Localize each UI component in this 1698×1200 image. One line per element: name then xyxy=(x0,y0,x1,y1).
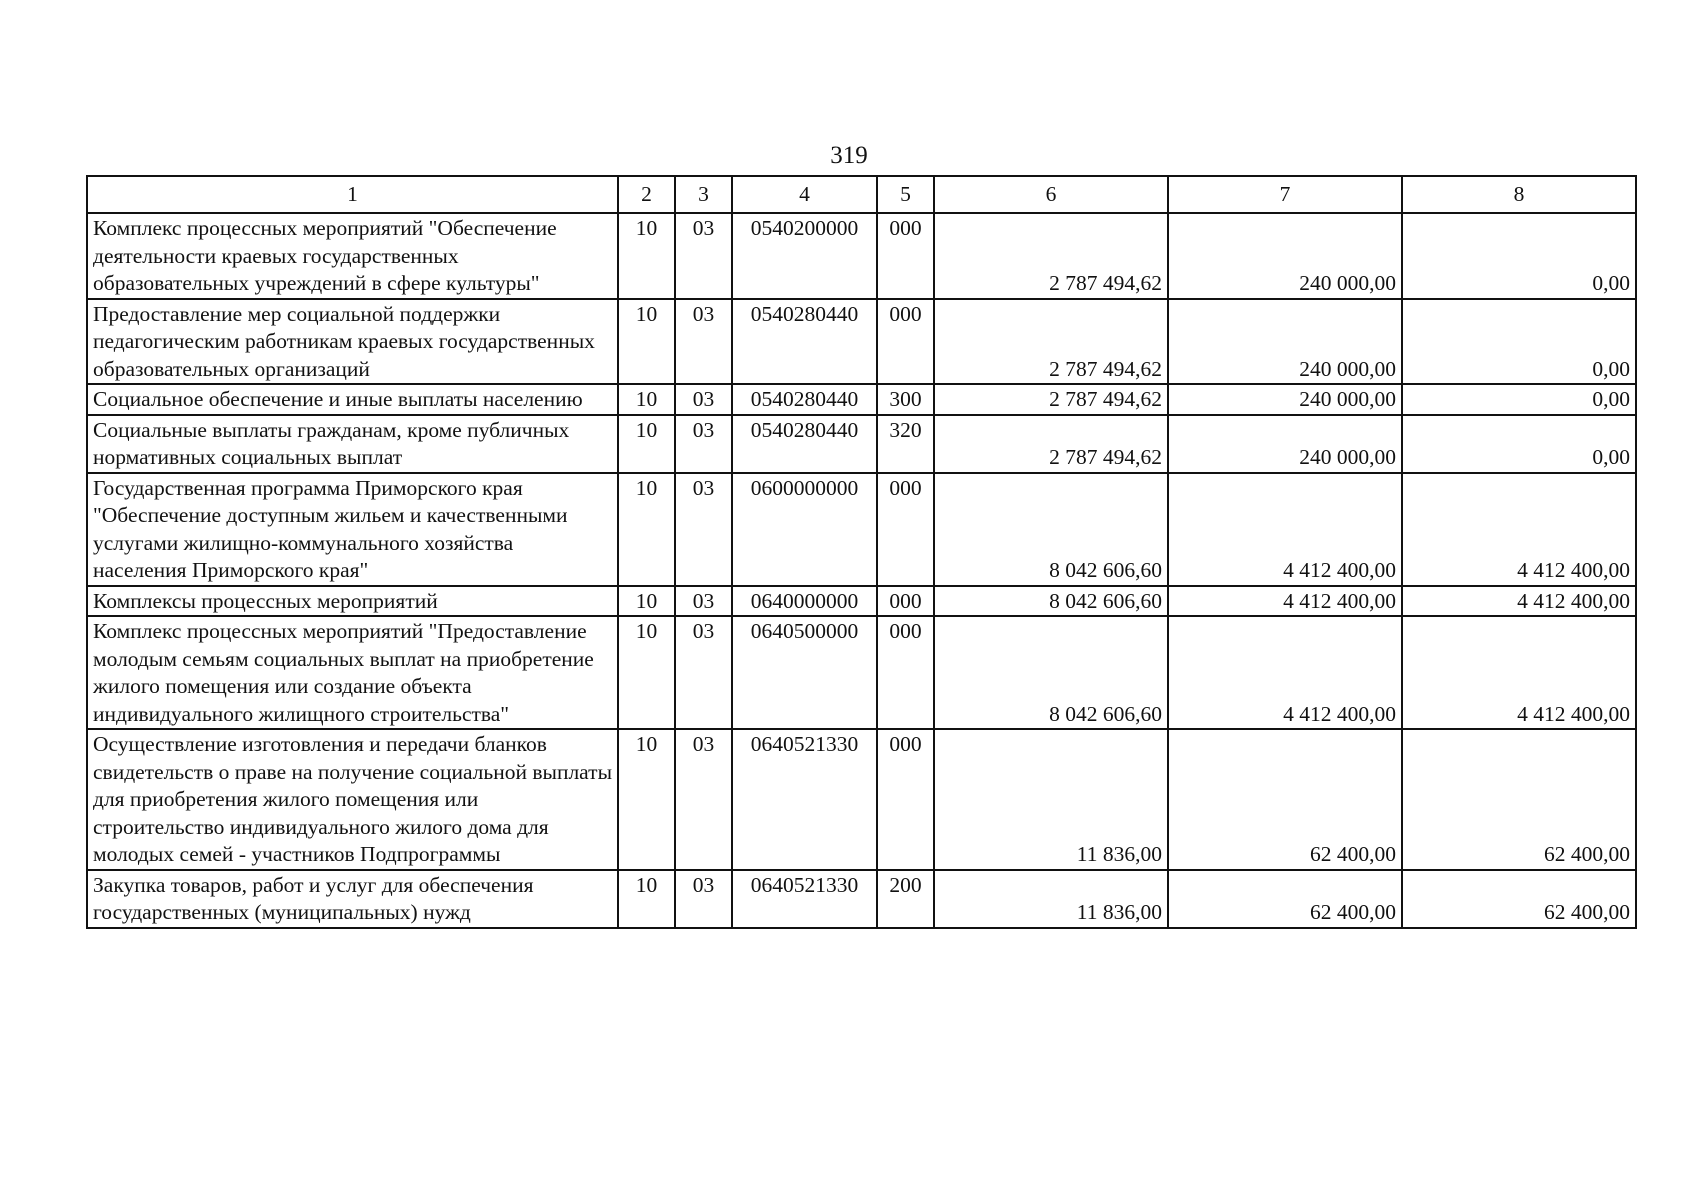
column-header: 7 xyxy=(1168,176,1402,213)
amount-col-6: 11 836,00 xyxy=(934,870,1168,928)
target-article-code: 0640000000 xyxy=(732,586,877,617)
amount-col-6: 8 042 606,60 xyxy=(934,473,1168,586)
table-row xyxy=(87,616,1636,729)
subsection-code: 03 xyxy=(675,586,732,617)
target-article-code: 0540280440 xyxy=(732,299,877,385)
section-code: 10 xyxy=(618,586,675,617)
section-code: 10 xyxy=(618,473,675,586)
expense-type-code: 000 xyxy=(877,586,934,617)
amount-col-7: 240 000,00 xyxy=(1168,415,1402,473)
amount-col-8: 62 400,00 xyxy=(1402,870,1636,928)
table-row xyxy=(87,415,1636,473)
row-name: Осуществление изготовления и передачи бланков свидетельств о праве на получение социальной выплаты для приобретения жилого помещения или строительство индивидуального жилого дома для молодых семей - участников Подпрограммы xyxy=(87,729,618,870)
amount-col-7: 240 000,00 xyxy=(1168,213,1402,299)
amount-col-6: 2 787 494,62 xyxy=(934,299,1168,385)
column-header: 4 xyxy=(732,176,877,213)
table-row xyxy=(87,870,1636,928)
table-row xyxy=(87,299,1636,385)
budget-table xyxy=(86,175,1637,929)
column-header: 6 xyxy=(934,176,1168,213)
column-header: 2 xyxy=(618,176,675,213)
amount-col-7: 62 400,00 xyxy=(1168,870,1402,928)
target-article-code: 0640521330 xyxy=(732,729,877,870)
row-name: Комплекс процессных мероприятий "Обеспечение деятельности краевых государственных образовательных учреждений в сфере культуры" xyxy=(87,213,618,299)
subsection-code: 03 xyxy=(675,415,732,473)
amount-col-6: 8 042 606,60 xyxy=(934,616,1168,729)
section-code: 10 xyxy=(618,384,675,415)
expense-type-code: 000 xyxy=(877,616,934,729)
amount-col-8: 0,00 xyxy=(1402,213,1636,299)
section-code: 10 xyxy=(618,213,675,299)
amount-col-6: 2 787 494,62 xyxy=(934,213,1168,299)
amount-col-8: 0,00 xyxy=(1402,415,1636,473)
amount-col-8: 4 412 400,00 xyxy=(1402,473,1636,586)
subsection-code: 03 xyxy=(675,384,732,415)
expense-type-code: 320 xyxy=(877,415,934,473)
amount-col-7: 4 412 400,00 xyxy=(1168,473,1402,586)
amount-col-6: 8 042 606,60 xyxy=(934,586,1168,617)
table-row xyxy=(87,586,1636,617)
amount-col-7: 4 412 400,00 xyxy=(1168,586,1402,617)
amount-col-7: 240 000,00 xyxy=(1168,299,1402,385)
target-article-code: 0540280440 xyxy=(732,384,877,415)
column-header: 1 xyxy=(87,176,618,213)
subsection-code: 03 xyxy=(675,213,732,299)
amount-col-7: 240 000,00 xyxy=(1168,384,1402,415)
amount-col-8: 0,00 xyxy=(1402,384,1636,415)
row-name: Государственная программа Приморского края "Обеспечение доступным жильем и качественными услугами жилищно-коммунального хозяйства населения Приморского края" xyxy=(87,473,618,586)
target-article-code: 0640500000 xyxy=(732,616,877,729)
section-code: 10 xyxy=(618,616,675,729)
row-name: Комплексы процессных мероприятий xyxy=(87,586,618,617)
row-name: Социальное обеспечение и иные выплаты населению xyxy=(87,384,618,415)
section-code: 10 xyxy=(618,299,675,385)
expense-type-code: 200 xyxy=(877,870,934,928)
amount-col-7: 62 400,00 xyxy=(1168,729,1402,870)
table-row xyxy=(87,729,1636,870)
page-number: 319 xyxy=(830,142,868,169)
expense-type-code: 000 xyxy=(877,213,934,299)
row-name: Предоставление мер социальной поддержки педагогическим работникам краевых государственных образовательных организаций xyxy=(87,299,618,385)
target-article-code: 0540280440 xyxy=(732,415,877,473)
header-row xyxy=(87,176,1636,213)
target-article-code: 0640521330 xyxy=(732,870,877,928)
table-row xyxy=(87,213,1636,299)
target-article-code: 0540200000 xyxy=(732,213,877,299)
row-name: Закупка товаров, работ и услуг для обеспечения государственных (муниципальных) нужд xyxy=(87,870,618,928)
subsection-code: 03 xyxy=(675,299,732,385)
amount-col-6: 2 787 494,62 xyxy=(934,415,1168,473)
amount-col-8: 0,00 xyxy=(1402,299,1636,385)
column-header: 3 xyxy=(675,176,732,213)
section-code: 10 xyxy=(618,729,675,870)
amount-col-8: 62 400,00 xyxy=(1402,729,1636,870)
row-name: Комплекс процессных мероприятий "Предоставление молодым семьям социальных выплат на приобретение жилого помещения или создание объекта индивидуального жилищного строительства" xyxy=(87,616,618,729)
subsection-code: 03 xyxy=(675,870,732,928)
section-code: 10 xyxy=(618,415,675,473)
subsection-code: 03 xyxy=(675,473,732,586)
column-header: 5 xyxy=(877,176,934,213)
table-row xyxy=(87,384,1636,415)
column-header: 8 xyxy=(1402,176,1636,213)
table-row xyxy=(87,473,1636,586)
expense-type-code: 000 xyxy=(877,473,934,586)
expense-type-code: 300 xyxy=(877,384,934,415)
section-code: 10 xyxy=(618,870,675,928)
amount-col-8: 4 412 400,00 xyxy=(1402,616,1636,729)
subsection-code: 03 xyxy=(675,616,732,729)
amount-col-7: 4 412 400,00 xyxy=(1168,616,1402,729)
expense-type-code: 000 xyxy=(877,729,934,870)
expense-type-code: 000 xyxy=(877,299,934,385)
subsection-code: 03 xyxy=(675,729,732,870)
amount-col-6: 2 787 494,62 xyxy=(934,384,1168,415)
target-article-code: 0600000000 xyxy=(732,473,877,586)
row-name: Социальные выплаты гражданам, кроме публичных нормативных социальных выплат xyxy=(87,415,618,473)
amount-col-8: 4 412 400,00 xyxy=(1402,586,1636,617)
amount-col-6: 11 836,00 xyxy=(934,729,1168,870)
